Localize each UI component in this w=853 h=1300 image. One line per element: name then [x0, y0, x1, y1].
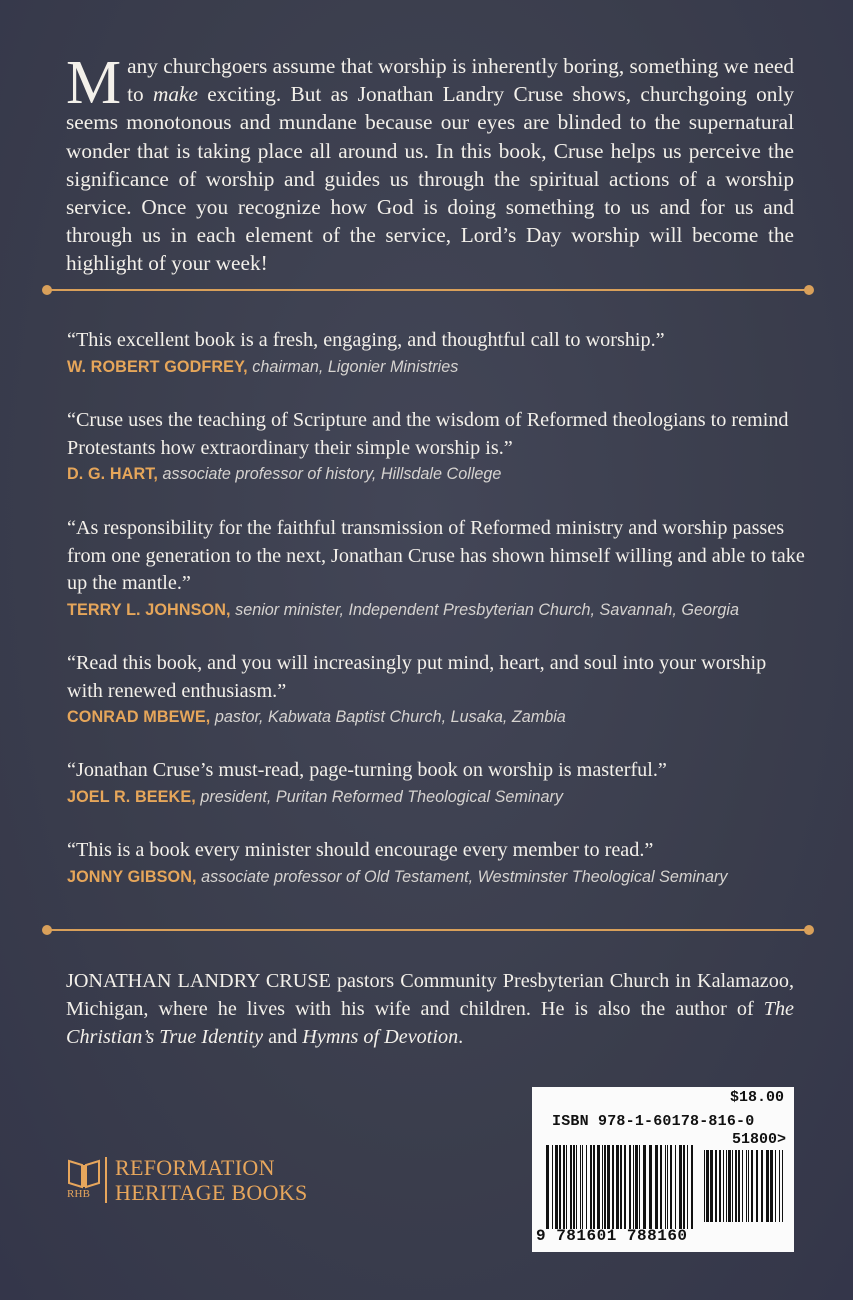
- barcode-bar: [590, 1145, 592, 1229]
- endorser-role: senior minister, Independent Presbyterian Church, Savannah, Georgia: [230, 600, 740, 619]
- bio-text: JONATHAN LANDRY CRUSE pastors Community Presbyterian Church in Kalamazoo, Michigan, where he lives with his wife and children. He is also the author of: [66, 970, 794, 1020]
- endorsement-quote: “This excellent book is a fresh, engaging, and thoughtful call to worship.”: [67, 329, 665, 351]
- endorsement-quote: “Jonathan Cruse’s must-read, page-turning book on worship is masterful.”: [67, 759, 667, 781]
- barcode-bar: [593, 1145, 595, 1229]
- barcode-bar: [612, 1145, 614, 1229]
- barcode-bar: [576, 1145, 577, 1229]
- author-bio: [66, 968, 794, 1051]
- barcode-bar: [782, 1150, 783, 1222]
- barcode-bar: [633, 1145, 634, 1229]
- publisher-mark: RHB: [67, 1188, 91, 1200]
- barcode-bar: [655, 1145, 658, 1229]
- endorser-role: associate professor of Old Testament, Westminster Theological Seminary: [196, 867, 728, 886]
- barcode-bar: [665, 1145, 666, 1229]
- barcode-bar: [726, 1150, 727, 1222]
- barcode-bar: [555, 1145, 558, 1229]
- barcode-bar: [775, 1150, 776, 1222]
- publisher-name: [115, 1155, 308, 1205]
- barcode-bar: [570, 1145, 572, 1229]
- barcode-bar: [649, 1145, 652, 1229]
- publisher-name-line2: HERITAGE BOOKS: [115, 1180, 308, 1205]
- endorsement-attribution: [67, 866, 807, 888]
- endorser-name: CONRAD MBEWE,: [67, 708, 211, 726]
- endorsement-gibson: [67, 837, 807, 888]
- endorser-name: TERRY L. JOHNSON,: [67, 600, 231, 619]
- endorsement-johnson: [67, 515, 807, 621]
- endorsement-quote: “This is a book every minister should encourage every member to read.”: [67, 839, 654, 861]
- bio-text: and: [263, 1025, 303, 1048]
- divider-dot-left: [42, 285, 52, 295]
- divider-dot-right: [804, 925, 814, 935]
- barcode-bar: [766, 1150, 769, 1222]
- endorsement-attribution: [67, 706, 807, 728]
- barcode-bar: [602, 1145, 603, 1229]
- bio-book-title: Hymns of Devotion: [302, 1025, 459, 1048]
- endorser-name: JONNY GIBSON,: [67, 867, 197, 886]
- barcode-bar: [710, 1150, 713, 1222]
- barcode-bar: [751, 1150, 753, 1222]
- barcode-label: [532, 1087, 794, 1252]
- barcode-bar: [738, 1150, 740, 1222]
- endorsement-quote: “Cruse uses the teaching of Scripture and the wisdom of Reformed theologians to remind Protestants how extraordinary their simple worship is.”: [67, 409, 789, 459]
- barcode-bar: [624, 1145, 626, 1229]
- endorsement-hart: [67, 407, 807, 485]
- barcode-bar: [635, 1145, 638, 1229]
- barcode-bar: [546, 1145, 549, 1229]
- bio-book-title: The Christian’s True Identity: [66, 997, 794, 1048]
- divider-bottom: [42, 925, 814, 935]
- barcode-bar: [728, 1150, 731, 1222]
- barcode-bar: [607, 1145, 610, 1229]
- barcode-bar: [580, 1145, 581, 1229]
- isbn-label: ISBN 978-1-60178-816-0: [552, 1113, 755, 1130]
- barcode-main: [546, 1145, 696, 1229]
- barcode-bar: [559, 1145, 561, 1229]
- bio-text: .: [458, 1025, 464, 1048]
- divider-dot-left: [42, 925, 52, 935]
- endorsement-attribution: [67, 599, 807, 621]
- endorsement-quote: “As responsibility for the faithful transmission of Reformed ministry and worship passes from one generation to the next, Jonathan Cruse has shown himself willing and able to take up the mantle.”: [67, 517, 805, 594]
- endorser-role: pastor, Kabwata Baptist Church, Lusaka, Zambia: [210, 708, 566, 726]
- barcode-bar: [683, 1145, 685, 1229]
- blurb-text-start: any churchgoers assume that worship is inherently boring, something we need to: [127, 54, 794, 107]
- price-label: $18.00: [729, 1089, 784, 1106]
- drop-cap: M: [66, 49, 122, 117]
- barcode-bar: [735, 1150, 737, 1222]
- barcode-bar: [746, 1150, 747, 1222]
- endorser-name: W. ROBERT GODFREY,: [67, 357, 248, 376]
- logo-separator: [105, 1157, 107, 1203]
- endorser-name: D. G. HART,: [67, 465, 159, 483]
- endorsement-attribution: [67, 463, 807, 485]
- barcode-bar: [670, 1145, 672, 1229]
- barcode-bar: [770, 1150, 773, 1222]
- barcode-bar: [679, 1145, 682, 1229]
- barcode-digits: 9 781601 788160: [536, 1227, 688, 1245]
- barcode-bar: [687, 1145, 688, 1229]
- barcode-bar: [597, 1145, 600, 1229]
- endorser-role: president, Puritan Reformed Theological Seminary: [195, 787, 563, 806]
- publisher-name-line1: REFORMATION: [115, 1155, 275, 1180]
- endorsement-mbewe: [67, 650, 807, 728]
- barcode-bar: [719, 1150, 721, 1222]
- barcode-bar: [552, 1145, 553, 1229]
- barcode-bar: [629, 1145, 631, 1229]
- divider-top: [42, 285, 814, 295]
- barcode-bar: [566, 1145, 567, 1229]
- barcode-bar: [616, 1145, 619, 1229]
- endorsement-attribution: [67, 786, 807, 808]
- barcode-bar: [756, 1150, 758, 1222]
- barcode-bar: [604, 1145, 606, 1229]
- book-blurb: [66, 49, 795, 278]
- endorsement-beeke: [67, 757, 807, 808]
- blurb-italic-word: make: [153, 82, 198, 107]
- barcode-bar: [732, 1150, 733, 1222]
- barcode-bar: [563, 1145, 565, 1229]
- barcode-bar: [582, 1145, 583, 1229]
- barcode-bar: [675, 1145, 676, 1229]
- barcode-bar: [723, 1150, 724, 1222]
- endorsement-quote: “Read this book, and you will increasingly put mind, heart, and soul into your worship with renewed enthusiasm.”: [67, 652, 767, 702]
- endorser-role: chairman, Ligonier Ministries: [247, 357, 459, 376]
- barcode-bar: [586, 1145, 587, 1229]
- barcode-bar: [660, 1145, 662, 1229]
- barcode-bar: [742, 1150, 743, 1222]
- divider-dot-right: [804, 285, 814, 295]
- endorsement-attribution: [67, 356, 807, 378]
- barcode-addon: [704, 1150, 784, 1222]
- barcode-bar: [779, 1150, 780, 1222]
- endorser-name: JOEL R. BEEKE,: [67, 787, 196, 806]
- barcode-bar: [667, 1145, 668, 1229]
- barcode-bar: [691, 1145, 693, 1229]
- barcode-bar: [761, 1150, 763, 1222]
- addon-code: 51800>: [731, 1131, 786, 1148]
- barcode-bar: [620, 1145, 622, 1229]
- barcode-bar: [748, 1150, 749, 1222]
- blurb-text-end: exciting. But as Jonathan Landry Cruse shows, churchgoing only seems monotonous and mundane because our eyes are blinded to the supernatural wonder that is taking place all around us. In this book, Cruse helps us perceive the significance of worship and guides us through the spiritual actions of a worship service. Once you recognize how God is doing something to us and for us and through us in each element of the service, Lord’s Day worship will become the highlight of your week!: [66, 82, 795, 276]
- endorsement-godfrey: [67, 327, 807, 378]
- barcode-bar: [639, 1145, 640, 1229]
- barcode-bar: [706, 1150, 709, 1222]
- endorser-role: associate professor of history, Hillsdale College: [158, 465, 502, 483]
- barcode-bar: [643, 1145, 646, 1229]
- barcode-bar: [715, 1150, 717, 1222]
- barcode-bar: [573, 1145, 575, 1229]
- barcode-bar: [704, 1150, 705, 1222]
